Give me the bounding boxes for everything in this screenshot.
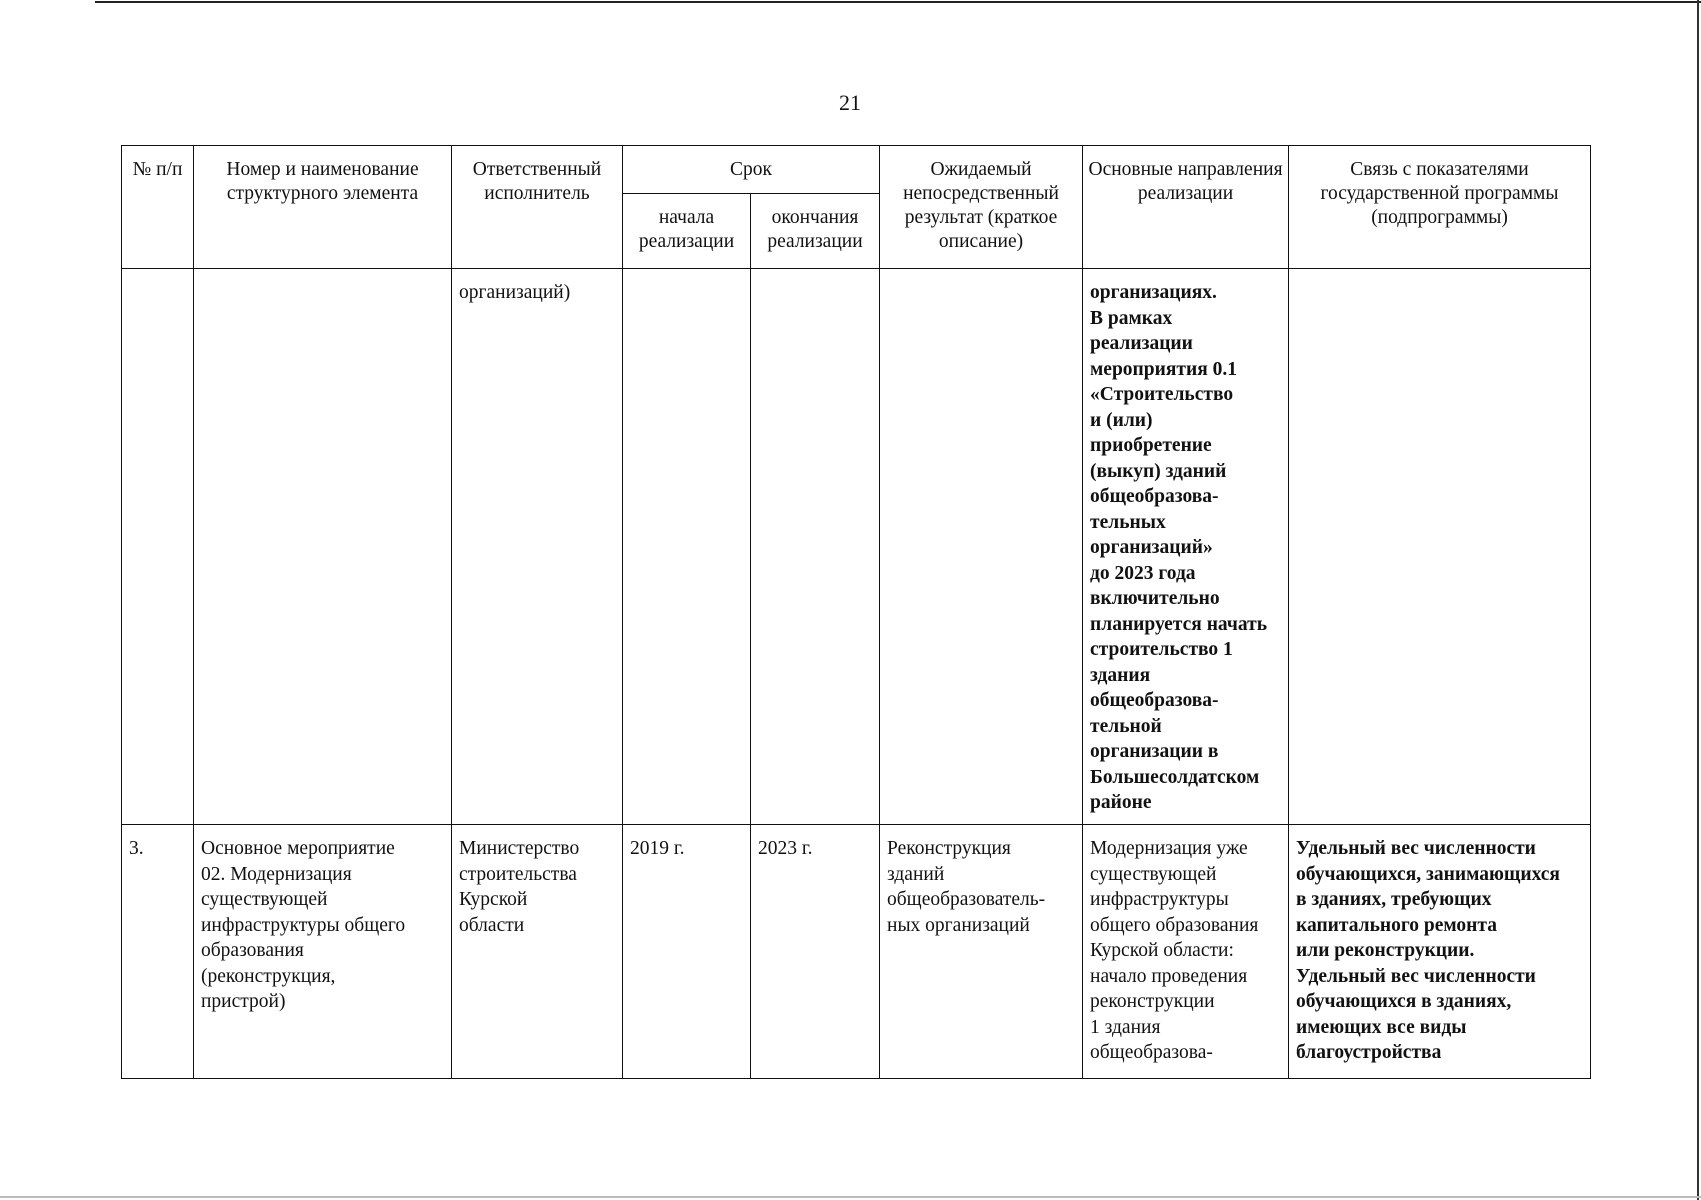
header-start: начала реализации xyxy=(623,194,751,269)
row-link xyxy=(1289,269,1591,825)
header-element: Номер и наименование структурного элемента xyxy=(194,146,452,269)
row-directions: Модернизация уже существующей инфраструктуры общего образования Курской области: начало проведения реконструкции 1 здания общеобразова- xyxy=(1083,825,1289,1079)
row-start: 2019 г. xyxy=(623,825,751,1079)
header-link: Связь с показателями государственной программы (подпрограммы) xyxy=(1289,146,1591,269)
row-result xyxy=(880,269,1083,825)
row-num: 3. xyxy=(122,825,194,1079)
row-result: Реконструкция зданий общеобразователь- ных организаций xyxy=(880,825,1083,1079)
scan-top-edge xyxy=(95,1,1701,3)
header-result: Ожидаемый непосредственный результат (краткое описание) xyxy=(880,146,1083,269)
header-period: Срок xyxy=(623,146,880,194)
header-directions: Основные направления реализации xyxy=(1083,146,1289,269)
table-row xyxy=(122,825,1591,1079)
scan-right-edge xyxy=(1697,0,1699,1200)
row-element: Основное мероприятие 02. Модернизация существующей инфраструктуры общего образования (реконструкция, пристрой) xyxy=(194,825,452,1079)
row-end xyxy=(751,269,880,825)
row-executor: Министерство строительства Курской области xyxy=(452,825,623,1079)
row-end: 2023 г. xyxy=(751,825,880,1079)
row-num xyxy=(122,269,194,825)
row-start xyxy=(623,269,751,825)
page-number: 21 xyxy=(839,90,861,115)
table-row xyxy=(122,269,1591,825)
header-end: окончания реализации xyxy=(751,194,880,269)
program-table xyxy=(121,145,1591,1079)
header-executor: Ответственный исполнитель xyxy=(452,146,623,269)
row-directions: организациях. В рамках реализации мероприятия 0.1 «Строительство и (или) приобретение (выкуп) зданий общеобразова- тельных организаций» до 2023 года включительно планируется начать строительство 1 здания общеобразова- тельной организации в Большесолдатском районе xyxy=(1083,269,1289,825)
row-executor: организаций) xyxy=(452,269,623,825)
table-header xyxy=(122,146,1591,269)
row-link: Удельный вес численности обучающихся, занимающихся в зданиях, требующих капитального ремонта или реконструкции. Удельный вес численности обучающихся в зданиях, имеющих все виды благоустройства xyxy=(1289,825,1591,1079)
header-num: № п/п xyxy=(122,146,194,269)
scan-bottom-edge xyxy=(0,1196,1701,1198)
row-element xyxy=(194,269,452,825)
